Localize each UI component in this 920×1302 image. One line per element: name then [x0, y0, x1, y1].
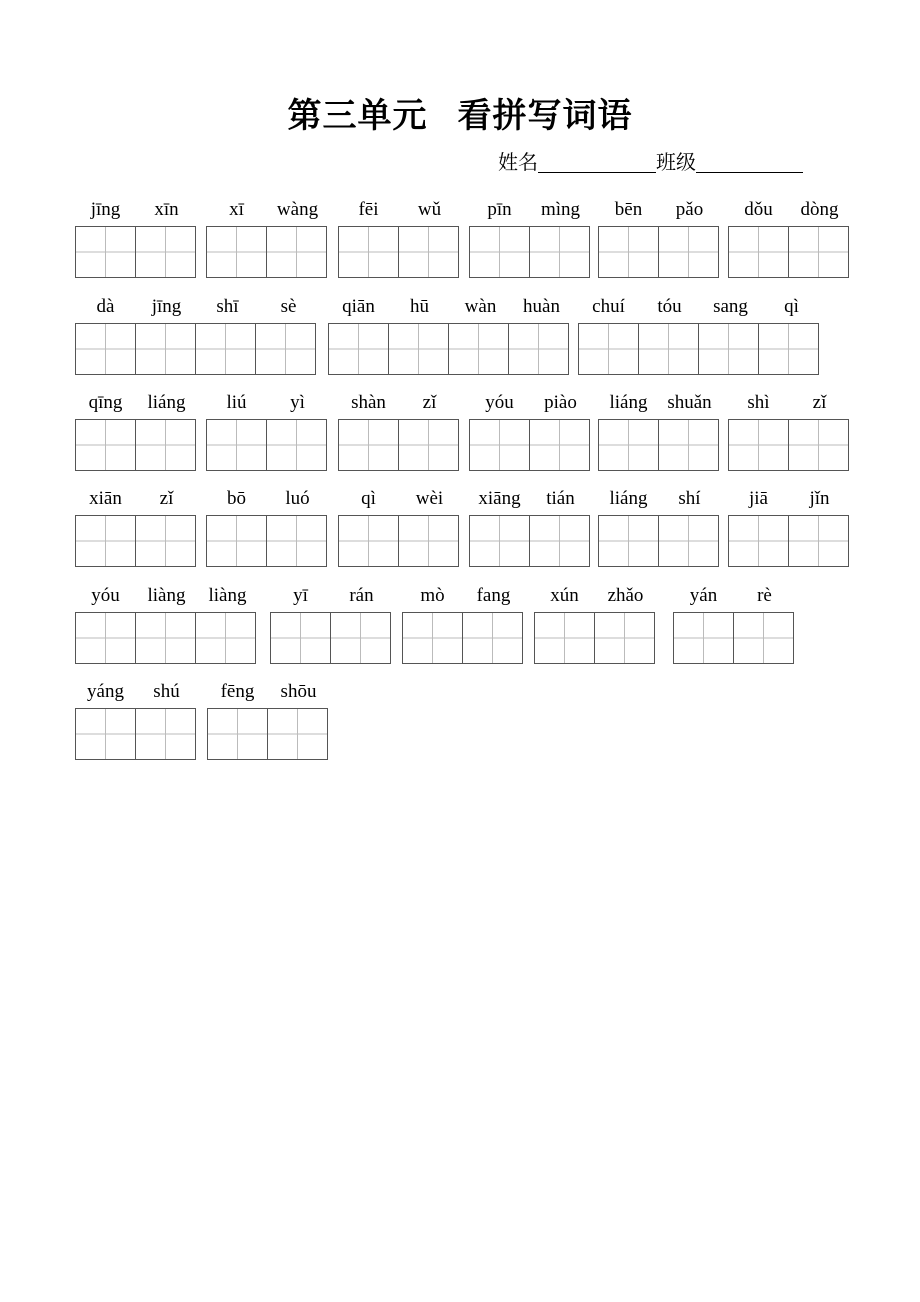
pinyin-line [328, 296, 572, 320]
pinyin-line [469, 488, 591, 512]
writing-grid [206, 226, 326, 278]
task-title: 看拼写词语 [457, 96, 633, 136]
pinyin-line [338, 199, 460, 223]
tianzige-cell[interactable] [398, 226, 459, 278]
pinyin-syllable: xiān [89, 488, 122, 509]
word-item [338, 392, 460, 472]
writing-grid [75, 708, 195, 760]
word-item [728, 488, 850, 568]
tianzige-cell[interactable] [598, 515, 659, 567]
tianzige-cell[interactable] [728, 419, 789, 471]
writing-grid [598, 226, 718, 278]
pinyin-syllable: mò [420, 585, 445, 606]
tianzige-cell[interactable] [462, 612, 523, 664]
pinyin-syllable: qīng [88, 392, 123, 413]
tianzige-cell[interactable] [328, 323, 389, 375]
tianzige-cell[interactable] [206, 226, 267, 278]
word-item [673, 585, 795, 665]
pinyin-syllable: wàng [276, 199, 319, 220]
word-item [728, 199, 850, 279]
tianzige-cell[interactable] [75, 323, 136, 375]
word-item [75, 488, 197, 568]
pinyin-syllable: rè [757, 585, 772, 606]
tianzige-cell[interactable] [469, 226, 530, 278]
word-item [207, 681, 329, 761]
tianzige-cell[interactable] [658, 515, 719, 567]
tianzige-cell[interactable] [469, 515, 530, 567]
pinyin-syllable: liáng [609, 488, 648, 509]
tianzige-cell[interactable] [758, 323, 819, 375]
name-label: 姓名 [498, 150, 538, 174]
pinyin-line [207, 681, 329, 705]
word-item [469, 199, 591, 279]
writing-grid [673, 612, 793, 664]
writing-grid [75, 515, 195, 567]
word-item [578, 296, 822, 376]
word-item [469, 392, 591, 472]
pinyin-line [75, 199, 197, 223]
pinyin-syllable: hū [410, 296, 429, 317]
tianzige-cell[interactable] [398, 515, 459, 567]
word-item [338, 199, 460, 279]
pinyin-syllable: piào [544, 392, 577, 413]
tianzige-cell[interactable] [788, 226, 849, 278]
tianzige-cell[interactable] [195, 612, 256, 664]
pinyin-line [75, 392, 197, 416]
tianzige-cell[interactable] [135, 515, 196, 567]
tianzige-cell[interactable] [598, 419, 659, 471]
tianzige-cell[interactable] [534, 612, 595, 664]
tianzige-cell[interactable] [578, 323, 639, 375]
pinyin-syllable: yī [293, 585, 308, 606]
tianzige-cell[interactable] [206, 419, 267, 471]
word-item [328, 296, 572, 376]
pinyin-line [206, 488, 328, 512]
pinyin-syllable: yáng [87, 681, 124, 702]
tianzige-cell[interactable] [135, 226, 196, 278]
word-item [75, 296, 319, 376]
pinyin-syllable: sang [713, 296, 748, 317]
pinyin-syllable: liàng [147, 585, 186, 606]
tianzige-cell[interactable] [402, 612, 463, 664]
word-item [598, 488, 720, 568]
pinyin-syllable: liáng [147, 392, 186, 413]
word-item [728, 392, 850, 472]
tianzige-cell[interactable] [135, 323, 196, 375]
pinyin-line [728, 488, 850, 512]
tianzige-cell[interactable] [398, 419, 459, 471]
tianzige-cell[interactable] [75, 419, 136, 471]
pinyin-syllable: shú [153, 681, 180, 702]
tianzige-cell[interactable] [448, 323, 509, 375]
pinyin-syllable: fēng [220, 681, 255, 702]
pinyin-line [206, 199, 328, 223]
pinyin-syllable: wǔ [417, 199, 442, 220]
pinyin-syllable: jǐn [809, 488, 830, 509]
pinyin-syllable: bō [227, 488, 246, 509]
word-item [402, 585, 524, 665]
pinyin-syllable: shí [678, 488, 701, 509]
tianzige-cell[interactable] [135, 612, 196, 664]
writing-grid [469, 515, 589, 567]
pinyin-syllable: sè [280, 296, 297, 317]
tianzige-cell[interactable] [469, 419, 530, 471]
pinyin-syllable: liáng [609, 392, 648, 413]
tianzige-cell[interactable] [135, 708, 196, 760]
pinyin-line [673, 585, 795, 609]
tianzige-cell[interactable] [598, 226, 659, 278]
pinyin-line [270, 585, 392, 609]
pinyin-syllable: zǐ [422, 392, 437, 413]
tianzige-cell[interactable] [388, 323, 449, 375]
pinyin-syllable: chuí [592, 296, 625, 317]
tianzige-cell[interactable] [698, 323, 759, 375]
tianzige-cell[interactable] [338, 226, 399, 278]
pinyin-line [75, 585, 258, 609]
tianzige-cell[interactable] [266, 226, 327, 278]
pinyin-syllable: rán [349, 585, 374, 606]
writing-grid [206, 419, 326, 471]
tianzige-cell[interactable] [266, 515, 327, 567]
tianzige-cell[interactable] [728, 515, 789, 567]
tianzige-cell[interactable] [270, 612, 331, 664]
pinyin-line [469, 392, 591, 416]
tianzige-cell[interactable] [508, 323, 569, 375]
pinyin-syllable: pīn [487, 199, 512, 220]
pinyin-line [402, 585, 524, 609]
word-item [75, 199, 197, 279]
writing-grid [207, 708, 327, 760]
word-item [338, 488, 460, 568]
pinyin-syllable: jiā [749, 488, 768, 509]
writing-grid [402, 612, 522, 664]
word-item [469, 488, 591, 568]
pinyin-line [598, 488, 720, 512]
pinyin-syllable: dòng [800, 199, 839, 220]
pinyin-syllable: zǐ [159, 488, 174, 509]
pinyin-line [206, 392, 328, 416]
tianzige-cell[interactable] [266, 419, 327, 471]
pinyin-syllable: qiān [342, 296, 375, 317]
writing-grid [270, 612, 390, 664]
pinyin-line [598, 392, 720, 416]
tianzige-cell[interactable] [338, 515, 399, 567]
pinyin-line [469, 199, 591, 223]
writing-grid [75, 612, 255, 664]
pinyin-syllable: fang [476, 585, 511, 606]
tianzige-cell[interactable] [267, 708, 328, 760]
pinyin-line [75, 681, 197, 705]
pinyin-syllable: xī [229, 199, 244, 220]
tianzige-cell[interactable] [529, 226, 590, 278]
pinyin-syllable: xún [550, 585, 579, 606]
word-item [206, 488, 328, 568]
pinyin-syllable: jīng [151, 296, 182, 317]
pinyin-line [338, 392, 460, 416]
pinyin-syllable: shuǎn [667, 392, 712, 413]
word-item [75, 681, 197, 761]
pinyin-line [598, 199, 720, 223]
writing-grid [338, 419, 458, 471]
word-item [598, 392, 720, 472]
tianzige-cell[interactable] [330, 612, 391, 664]
pinyin-syllable: liú [226, 392, 247, 413]
tianzige-cell[interactable] [75, 515, 136, 567]
pinyin-line [728, 199, 850, 223]
pinyin-syllable: xīn [154, 199, 179, 220]
word-item [206, 392, 328, 472]
pinyin-syllable: yóu [91, 585, 120, 606]
pinyin-syllable: huàn [523, 296, 560, 317]
writing-grid [338, 515, 458, 567]
pinyin-syllable: yóu [485, 392, 514, 413]
tianzige-cell[interactable] [788, 515, 849, 567]
pinyin-syllable: wèi [415, 488, 444, 509]
pinyin-syllable: qì [784, 296, 799, 317]
pinyin-syllable: zhǎo [607, 585, 644, 606]
tianzige-cell[interactable] [673, 612, 734, 664]
pinyin-line [75, 488, 197, 512]
pinyin-syllable: pǎo [675, 199, 704, 220]
pinyin-syllable: tián [546, 488, 575, 509]
tianzige-cell[interactable] [75, 612, 136, 664]
writing-grid [469, 419, 589, 471]
writing-grid [534, 612, 654, 664]
writing-grid [328, 323, 568, 375]
tianzige-cell[interactable] [529, 419, 590, 471]
tianzige-cell[interactable] [733, 612, 794, 664]
word-item [75, 585, 258, 665]
pinyin-line [75, 296, 319, 320]
word-item [206, 199, 328, 279]
pinyin-syllable: mìng [540, 199, 581, 220]
tianzige-cell[interactable] [75, 708, 136, 760]
writing-grid [206, 515, 326, 567]
tianzige-cell[interactable] [206, 515, 267, 567]
writing-grid [75, 226, 195, 278]
pinyin-syllable: tóu [657, 296, 682, 317]
pinyin-line [338, 488, 460, 512]
word-item [598, 199, 720, 279]
class-label: 班级 [656, 150, 696, 174]
pinyin-syllable: shàn [351, 392, 386, 413]
pinyin-syllable: liàng [208, 585, 247, 606]
tianzige-cell[interactable] [594, 612, 655, 664]
pinyin-syllable: luó [285, 488, 310, 509]
tianzige-cell[interactable] [255, 323, 316, 375]
class-blank[interactable] [696, 152, 803, 173]
name-blank[interactable] [538, 152, 656, 173]
writing-grid [728, 515, 848, 567]
writing-grid [578, 323, 818, 375]
tianzige-cell[interactable] [728, 226, 789, 278]
pinyin-line [534, 585, 656, 609]
tianzige-cell[interactable] [135, 419, 196, 471]
word-item [534, 585, 656, 665]
pinyin-syllable: dǒu [744, 199, 773, 220]
writing-grid [75, 323, 315, 375]
tianzige-cell[interactable] [529, 515, 590, 567]
pinyin-syllable: fēi [358, 199, 379, 220]
tianzige-cell[interactable] [788, 419, 849, 471]
writing-grid [469, 226, 589, 278]
tianzige-cell[interactable] [338, 419, 399, 471]
page-title [0, 88, 920, 137]
tianzige-cell[interactable] [638, 323, 699, 375]
writing-grid [598, 515, 718, 567]
pinyin-syllable: jīng [90, 199, 121, 220]
writing-grid [728, 226, 848, 278]
pinyin-syllable: shì [747, 392, 770, 413]
pinyin-syllable: xiāng [478, 488, 521, 509]
writing-grid [728, 419, 848, 471]
unit-title: 第三单元 [287, 96, 428, 136]
writing-grid [338, 226, 458, 278]
tianzige-cell[interactable] [658, 419, 719, 471]
tianzige-cell[interactable] [195, 323, 256, 375]
pinyin-syllable: dà [96, 296, 115, 317]
pinyin-syllable: yán [689, 585, 718, 606]
pinyin-line [578, 296, 822, 320]
writing-grid [75, 419, 195, 471]
word-item [270, 585, 392, 665]
pinyin-syllable: shōu [280, 681, 317, 702]
tianzige-cell[interactable] [658, 226, 719, 278]
tianzige-cell[interactable] [207, 708, 268, 760]
pinyin-syllable: zǐ [812, 392, 827, 413]
writing-grid [598, 419, 718, 471]
tianzige-cell[interactable] [75, 226, 136, 278]
pinyin-syllable: qì [361, 488, 376, 509]
pinyin-line [728, 392, 850, 416]
pinyin-syllable: shī [216, 296, 239, 317]
pinyin-syllable: wàn [464, 296, 497, 317]
student-info [498, 146, 803, 175]
word-item [75, 392, 197, 472]
pinyin-syllable: bēn [614, 199, 643, 220]
pinyin-syllable: yì [290, 392, 305, 413]
